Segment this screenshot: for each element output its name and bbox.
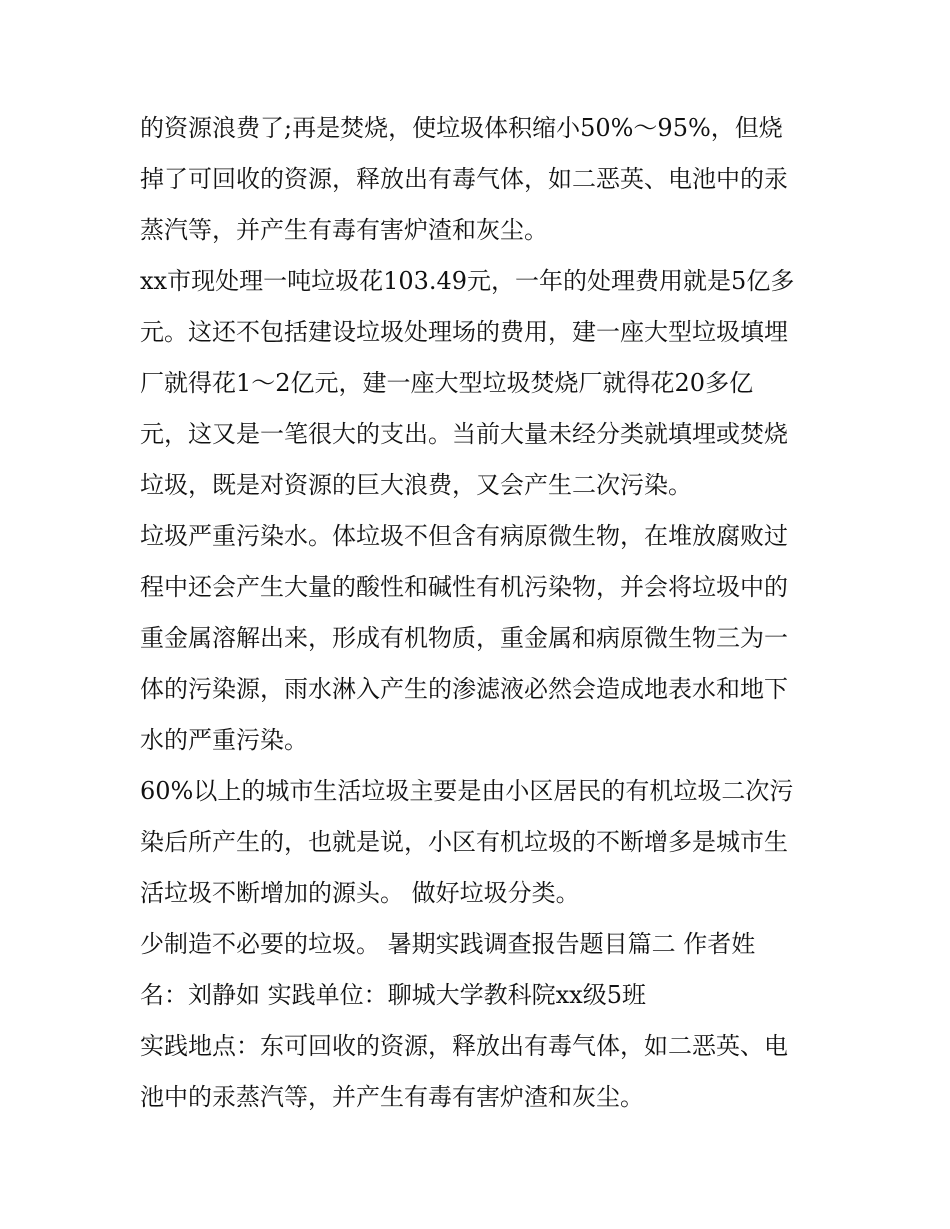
- text-line: 池中的汞蒸汽等，并产生有毒有害炉渣和灰尘。: [140, 1083, 644, 1111]
- text-line: 蒸汽等，并产生有毒有害炉渣和灰尘。: [140, 216, 548, 244]
- text-line: 活垃圾不断增加的源头。 做好垃圾分类。: [140, 879, 580, 907]
- text-line: 实践地点：东可回收的资源，释放出有毒气体，如二恶英、电: [140, 1032, 788, 1060]
- text-line: 垃圾严重污染水。体垃圾不但含有病原微生物，在堆放腐败过: [140, 522, 788, 550]
- text-line: 水的严重污染。: [140, 726, 308, 754]
- text-line: 重金属溶解出来，形成有机物质，重金属和病原微生物三为一: [140, 624, 788, 652]
- text-line: 染后所产生的，也就是说，小区有机垃圾的不断增多是城市生: [140, 828, 788, 856]
- text-line: 元。这还不包括建设垃圾处理场的费用，建一座大型垃圾填埋: [140, 318, 788, 346]
- text-line: 元，这又是一笔很大的支出。当前大量未经分类就填埋或焚烧: [140, 420, 788, 448]
- text-line: 体的污染源，雨水淋入产生的渗滤液必然会造成地表水和地下: [140, 675, 788, 703]
- document-body: [140, 108, 820, 1128]
- text-line: 掉了可回收的资源，释放出有毒气体，如二恶英、电池中的汞: [140, 165, 788, 193]
- text-line: 名：刘静如 实践单位：聊城大学教科院xx级5班: [140, 981, 646, 1009]
- text-line: xx市现处理一吨垃圾花103.49元，一年的处理费用就是5亿多: [140, 267, 795, 295]
- text-line: 的资源浪费了;再是焚烧，使垃圾体积缩小50%～95%，但烧: [140, 114, 783, 142]
- text-line: 少制造不必要的垃圾。 暑期实践调查报告题目篇二 作者姓: [140, 930, 756, 958]
- text-line: 厂就得花1～2亿元，建一座大型垃圾焚烧厂就得花20多亿: [140, 369, 754, 397]
- text-line: 垃圾，既是对资源的巨大浪费，又会产生二次污染。: [140, 471, 692, 499]
- text-line: 程中还会产生大量的酸性和碱性有机污染物，并会将垃圾中的: [140, 573, 788, 601]
- text-line: 60%以上的城市生活垃圾主要是由小区居民的有机垃圾二次污: [140, 777, 794, 805]
